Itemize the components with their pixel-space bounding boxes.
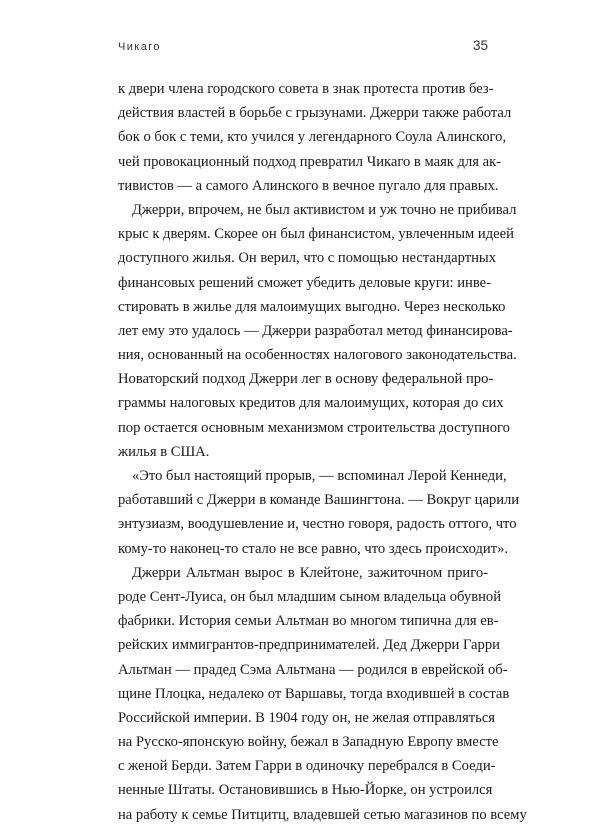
text-line: Джерри, впрочем, не был активистом и уж точно не прибивал: [132, 201, 517, 218]
text-line: чей провокационный подход превратил Чикаго в маяк для ак-: [118, 153, 502, 170]
body-text: [118, 77, 527, 827]
text-line: энтузиазм, воодушевление и, честно говоря, радость оттого, что: [118, 516, 517, 533]
text-line: Новаторский подход Джерри лег в основу федеральной про-: [118, 371, 494, 388]
text-line: Российской империи. В 1904 году он, не желая отправляться: [118, 709, 496, 726]
text-line: к двери члена городского совета в знак протеста против без-: [118, 81, 494, 97]
text-line: тивистов — а самого Алинского в вечное пугало для правых.: [118, 177, 499, 194]
text-line: действия властей в борьбе с грызунами. Джерри также работал: [118, 105, 512, 122]
text-line: рейских иммигрантов-предпринимателей. Дед Джерри Гарри: [118, 637, 500, 654]
text-line: работавший с Джерри в команде Вашингтона. — Вокруг царили: [118, 492, 520, 509]
text-line: стировать в жилье для малоимущих выгодно. Через несколько: [118, 298, 506, 315]
running-title: Чикаго: [118, 41, 161, 53]
text-line: роде Сент-Луиса, он был младшим сыном владельца обувной: [118, 588, 501, 605]
text-line: крыс к дверям. Скорее он был финансистом, увлеченным идеей: [118, 226, 514, 243]
text-line: фабрики. История семьи Альтман во многом типична для ев-: [118, 613, 499, 630]
text-line: доступного жилья. Он верил, что с помощью нестандартных: [118, 250, 497, 267]
text-line: пор остается основным механизмом строительства доступного: [118, 419, 510, 436]
text-line: бок о бок с теми, кто учился у легендарного Соула Алинского,: [118, 129, 507, 146]
text-line: «Это был настоящий прорыв, — вспоминал Лерой Кеннеди,: [132, 468, 507, 484]
text-line: жилья в США.: [118, 443, 210, 460]
paragraph-4: [118, 561, 527, 827]
text-line: Джерри Альтман вырос в Клейтоне, зажиточном приго-: [132, 564, 488, 581]
text-line: граммы налоговых кредитов для малоимущих, которая до сих: [118, 395, 504, 412]
text-line: на Русско-японскую войну, бежал в Западную Европу вместе: [118, 734, 499, 751]
text-line: на работу к семье Питцитц, владевшей сетью магазинов по всему: [118, 806, 527, 823]
paragraph-3: [118, 464, 520, 561]
text-line: лет ему это удалось — Джерри разработал метод финансирова-: [118, 322, 513, 339]
text-line: ния, основанный на особенностях налогового законодательства.: [118, 347, 517, 364]
page-number: 35: [472, 38, 488, 53]
text-line: Альтман — прадед Сэма Альтмана — родился в еврейской об-: [118, 661, 508, 678]
paragraph-1: [118, 77, 512, 198]
text-line: кому-то наконец-то стало не все равно, что здесь происходит».: [118, 540, 509, 557]
text-line: щине Плоцка, недалеко от Варшавы, тогда входившей в состав: [118, 685, 510, 702]
text-line: ненные Штаты. Остановившись в Нью-Йорке, он устроился: [118, 782, 493, 799]
text-line: финансовых решений сможет убедить деловые круги: инве-: [118, 274, 491, 291]
text-line: с женой Берди. Затем Гарри в одиночку перебрался в Соеди-: [118, 758, 496, 775]
paragraph-2: [118, 198, 517, 464]
